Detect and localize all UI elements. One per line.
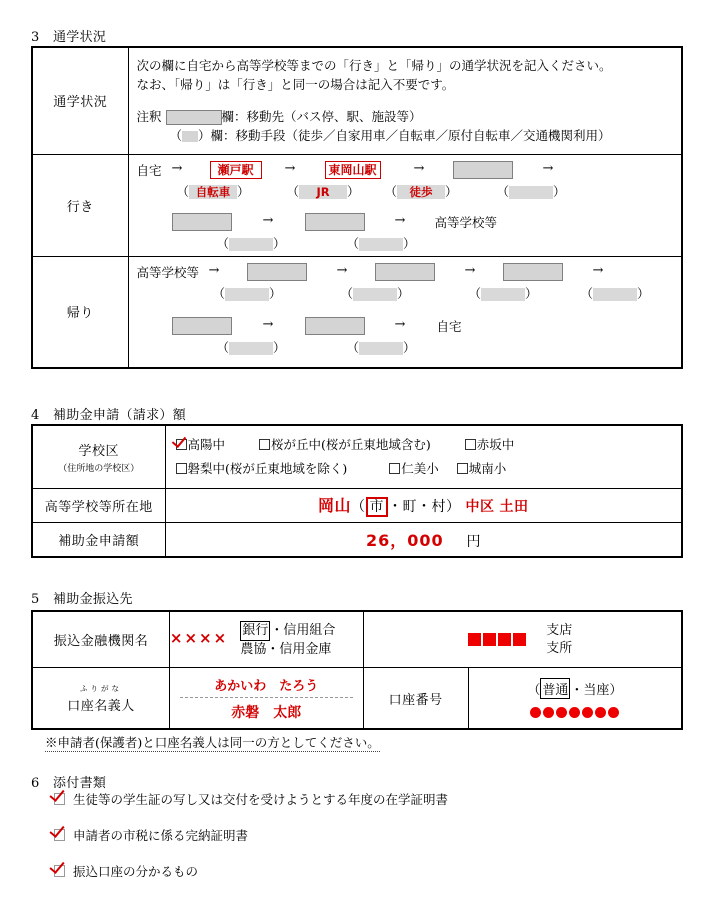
note-second-line: （ ）欄：移動手段（徒歩／自家用車／自転車／原付自転車／交通機関利用） <box>169 128 611 144</box>
amount-value-cell[interactable] <box>165 522 682 557</box>
section-6-heading <box>31 772 106 791</box>
going-arrow-2: → <box>284 160 296 176</box>
address-unit-rest: ・町・村） <box>388 498 461 515</box>
returning-arrow-3: → <box>464 262 476 278</box>
section-5-number: 5 <box>31 592 40 607</box>
returning-means-5[interactable]: （ ） <box>216 339 286 355</box>
returning-means-6[interactable]: （ ） <box>346 339 416 355</box>
attachment-item-1[interactable] <box>54 790 448 808</box>
amount-label: 補助金申請額 <box>32 522 165 557</box>
subsidy-table <box>31 424 683 558</box>
district-options-row-1 <box>176 433 682 457</box>
amount-value: 26，000 <box>365 530 444 550</box>
bank-kind-selected: 銀行 <box>240 621 270 641</box>
district-options-row-2 <box>176 457 682 481</box>
school-address-row <box>32 488 682 522</box>
address-ward: 中区 <box>465 498 495 515</box>
district-sublabel: （住所地の学校区） <box>58 463 140 474</box>
returning-end-label: 自宅 <box>436 318 462 334</box>
checkbox-checked-icon[interactable] <box>54 793 65 805</box>
returning-means-4[interactable]: （ ） <box>580 285 650 301</box>
returning-stop-3[interactable] <box>503 263 563 281</box>
checkbox-icon <box>176 463 187 474</box>
returning-start-label: 高等学校等 <box>136 264 200 280</box>
going-stop-1[interactable]: 瀬戸駅 <box>210 161 262 179</box>
going-stop-3[interactable] <box>453 161 513 179</box>
checkbox-checked-icon[interactable] <box>54 829 65 841</box>
bank-name-masked: ×××× <box>169 629 229 647</box>
district-option-koyochu[interactable]: 高陽中 <box>176 433 226 457</box>
amount-row <box>32 522 682 557</box>
returning-means-1[interactable]: （ ） <box>212 285 282 301</box>
returning-arrow-2: → <box>336 262 348 278</box>
section-4-number: 4 <box>31 408 40 423</box>
branch-suffix <box>546 622 572 657</box>
commute-returning-cell <box>128 256 682 368</box>
holder-label-cell <box>32 668 169 730</box>
section-6-number: 6 <box>31 776 40 791</box>
returning-means-2[interactable]: （ ） <box>340 285 410 301</box>
returning-stop-1[interactable] <box>247 263 307 281</box>
returning-stop-2[interactable] <box>375 263 435 281</box>
attachment-label-3: 振込口座の分かるもの <box>73 864 199 879</box>
holder-furigana-label: ふりがな <box>79 683 122 693</box>
going-means-3[interactable]: （ 徒歩 ） <box>384 183 458 199</box>
going-means-6[interactable]: （ ） <box>346 235 416 251</box>
commute-going-label: 行き <box>32 154 128 256</box>
district-option-jonansho[interactable]: 城南小 <box>457 457 507 481</box>
attachment-item-3[interactable] <box>54 862 198 880</box>
amount-unit: 円 <box>466 533 481 550</box>
going-start-label: 自宅 <box>136 162 162 178</box>
account-value-cell[interactable] <box>468 668 682 730</box>
checkbox-icon <box>457 463 468 474</box>
commute-row-status <box>32 47 682 154</box>
going-means-5[interactable]: （ ） <box>216 235 286 251</box>
instruction-line-2: なお、「帰り」は「行き」と同一の場合は記入不要です。 <box>136 77 455 93</box>
bank-institution-value-cell[interactable] <box>169 611 363 668</box>
account-number-label: 口座番号 <box>363 668 468 730</box>
legend-destination-box <box>166 110 222 125</box>
branch-masked-squares <box>468 631 528 646</box>
address-city: 岡山 <box>318 495 352 515</box>
bank-footnote: ※申請者(保護者)と口座名義人は同一の方としてください。 <box>45 735 380 750</box>
school-address-value-cell[interactable] <box>165 488 682 522</box>
bank-branch-cell[interactable] <box>363 611 682 668</box>
going-arrow-6: → <box>394 212 406 228</box>
attachment-label-1: 生徒等の学生証の写し又は交付を受けようとする年度の在学証明書 <box>73 792 449 807</box>
returning-stop-5[interactable] <box>305 317 365 335</box>
going-stop-5[interactable] <box>305 213 365 231</box>
commute-table <box>31 46 683 369</box>
commute-status-label: 通学状況 <box>32 47 128 154</box>
going-end-label: 高等学校等 <box>434 214 498 230</box>
legend-means-box <box>182 131 198 142</box>
checkbox-icon <box>389 463 400 474</box>
district-option-sakuragaokachu[interactable]: 桜が丘中(桜が丘東地域含む) <box>259 433 431 457</box>
branch-suffix-line-1: 支店 <box>546 622 573 638</box>
going-arrow-1: → <box>171 160 183 176</box>
going-arrow-3: → <box>413 160 425 176</box>
checkbox-icon <box>465 439 476 450</box>
going-means-1[interactable]: （ 自転車 ） <box>176 183 250 199</box>
holder-label: 口座名義人 <box>67 698 135 714</box>
address-unit-selected: 市 <box>366 497 389 517</box>
section-3-title: 通学状況 <box>53 30 107 45</box>
section-6-title: 添付書類 <box>53 776 107 791</box>
account-number-masked <box>469 699 681 721</box>
section-3-number: 3 <box>31 30 40 45</box>
bank-institution-label: 振込金融機関名 <box>32 611 169 668</box>
school-address-label: 高等学校等所在地 <box>32 488 165 522</box>
bank-kind-line-1: 銀行 ・信用組合 <box>240 623 335 638</box>
returning-arrow-4: → <box>592 262 604 278</box>
district-option-akasakachu[interactable]: 赤坂中 <box>465 433 515 457</box>
section-4-title: 補助金申請（請求）額 <box>53 408 187 423</box>
commute-status-note-cell <box>128 47 682 154</box>
attachment-label-2: 申請者の市税に係る完納証明書 <box>73 828 249 843</box>
returning-means-3[interactable]: （ ） <box>468 285 538 301</box>
bank-kind-options[interactable] <box>240 621 335 658</box>
returning-arrow-6: → <box>394 316 406 332</box>
branch-suffix-line-2: 支所 <box>546 640 573 656</box>
account-type-selected: 普通 <box>540 678 570 699</box>
address-unit-open: （ <box>351 498 366 515</box>
returning-arrow-1: → <box>208 262 220 278</box>
holder-kanji: 赤磐 太郎 <box>231 705 302 721</box>
checkbox-icon <box>259 439 270 450</box>
returning-arrow-5: → <box>262 316 274 332</box>
district-option-iwanashichu[interactable]: 磐梨中(桜が丘東地域を除く) <box>176 457 348 481</box>
going-stop-2[interactable]: 東岡山駅 <box>325 161 381 179</box>
going-arrow-5: → <box>262 212 274 228</box>
holder-kana: あかいわ たろう <box>214 679 319 694</box>
district-label-cell <box>32 425 165 488</box>
bank-kind-line-2: 農協・信用金庫 <box>240 641 332 657</box>
note-box-suffix: 欄：移動先（バス停、駅、施設等） <box>221 108 422 124</box>
bank-table <box>31 610 683 730</box>
district-option-nimisho[interactable]: 仁美小 <box>389 457 439 481</box>
note-paren-suffix: 欄：移動手段（徒歩／自家用車／自転車／原付自転車／交通機関利用） <box>210 128 611 144</box>
returning-stop-4[interactable] <box>172 317 232 335</box>
section-5-title: 補助金振込先 <box>53 592 133 607</box>
checkbox-checked-icon[interactable] <box>54 865 65 877</box>
commute-going-cell <box>128 154 682 256</box>
note-label: 注釈 <box>136 108 162 124</box>
going-means-2[interactable]: （ JR ） <box>286 183 360 199</box>
bank-holder-row <box>32 668 682 730</box>
district-options-cell <box>165 425 682 488</box>
district-row <box>32 425 682 488</box>
going-means-4[interactable]: （ ） <box>496 183 566 199</box>
holder-value-cell[interactable] <box>169 668 363 730</box>
section-5-heading <box>31 588 133 607</box>
attachment-item-2[interactable] <box>54 826 248 844</box>
commute-row-going <box>32 154 682 256</box>
checkbox-icon <box>176 439 187 450</box>
going-arrow-4: → <box>542 160 554 176</box>
account-type-options[interactable]: （ 普通 ・当座） <box>469 675 681 699</box>
instruction-line-1: 次の欄に自宅から高等学校等までの「行き」と「帰り」の通学状況を記入ください。 <box>136 58 612 73</box>
commute-returning-label: 帰り <box>32 256 128 368</box>
section-4-heading <box>31 404 186 423</box>
district-label: 学校区 <box>78 443 119 459</box>
commute-row-returning <box>32 256 682 368</box>
bank-institution-row <box>32 611 682 668</box>
address-town: 土田 <box>499 498 529 515</box>
section-3-heading <box>31 26 106 45</box>
going-stop-4[interactable] <box>172 213 232 231</box>
